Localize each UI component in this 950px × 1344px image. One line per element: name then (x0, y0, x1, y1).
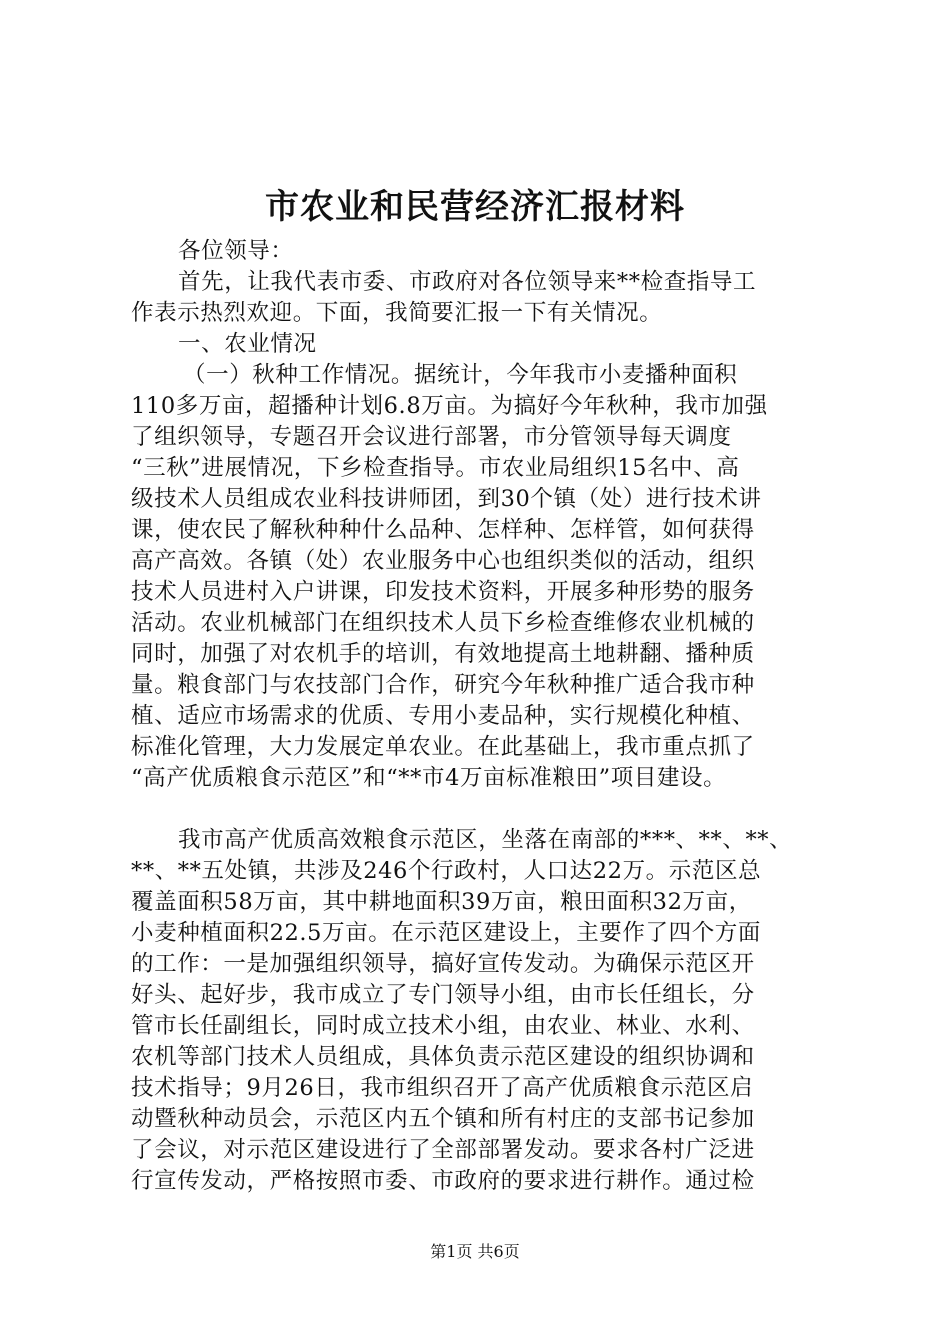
paragraph-line: 管市长任副组长，同时成立技术小组，由农业、林业、水利、 (131, 1013, 755, 1039)
paragraph-gap (131, 794, 831, 825)
paragraph-line: 量。粮食部门与农技部门合作，研究今年秋种推广适合我市种 (131, 672, 755, 698)
paragraph-line: 级技术人员组成农业科技讲师团，到30个镇（处）进行技术讲 (131, 486, 762, 512)
paragraph-line: 首先，让我代表市委、市政府对各位领导来**检查指导工 (178, 269, 757, 295)
paragraph-line: （一）秋种工作情况。据统计，今年我市小麦播种面积 (183, 362, 738, 388)
paragraph-line: 高产高效。各镇（处）农业服务中心也组织类似的活动，组织 (131, 548, 755, 574)
paragraph-line: 行宣传发动，严格按照市委、市政府的要求进行耕作。通过检 (131, 1168, 755, 1194)
paragraph-line: 农机等部门技术人员组成，具体负责示范区建设的组织协调和 (131, 1044, 755, 1070)
paragraph-line: 覆盖面积58万亩，其中耕地面积39万亩，粮田面积32万亩， (131, 889, 752, 915)
paragraph-line: **、**五处镇，共涉及246个行政村，人口达22万。示范区总 (131, 858, 762, 884)
paragraph-line: 标准化管理，大力发展定单农业。在此基础上，我市重点抓了 (131, 734, 755, 760)
section-heading: 一、农业情况 (178, 331, 317, 357)
paragraph-line: 技术指导；9月26日，我市组织召开了高产优质粮食示范区启 (131, 1075, 754, 1101)
paragraph-line: 小麦种植面积22.5万亩。在示范区建设上，主要作了四个方面 (131, 920, 761, 946)
salutation: 各位领导： (178, 238, 294, 264)
paragraph-line: 作表示热烈欢迎。下面，我简要汇报一下有关情况。 (131, 300, 663, 326)
paragraph-line: 的工作：一是加强组织领导，搞好宣传发动。为确保示范区开 (131, 951, 755, 977)
paragraph-line: 110多万亩，超播种计划6.8万亩。为搞好今年秋种，我市加强 (131, 393, 768, 419)
paragraph-line: 了组织领导，专题召开会议进行部署，市分管领导每天调度 (131, 424, 732, 450)
paragraph-line: 课，使农民了解秋种种什么品种、怎样种、怎样管，如何获得 (131, 517, 755, 543)
document-body (131, 236, 831, 1197)
page-footer: 第1页 共6页 (430, 1242, 520, 1261)
paragraph-line: 活动。农业机械部门在组织技术人员下乡检查维修农业机械的 (131, 610, 755, 636)
paragraph-line: “高产优质粮食示范区”和“**市4万亩标准粮田”项目建设。 (131, 765, 727, 791)
document-title: 市农业和民营经济汇报材料 (265, 187, 685, 227)
paragraph-line: “三秋”进展情况，下乡检查指导。市农业局组织15名中、高 (131, 455, 740, 481)
paragraph-line: 好头、起好步，我市成立了专门领导小组，由市长任组长，分 (131, 982, 755, 1008)
paragraph-line: 植、适应市场需求的优质、专用小麦品种，实行规模化种植、 (131, 703, 755, 729)
paragraph-line: 我市高产优质高效粮食示范区，坐落在南部的***、**、**、 (178, 827, 793, 853)
paragraph-line: 同时，加强了对农机手的培训，有效地提高土地耕翻、播种质 (131, 641, 755, 667)
paragraph-line: 了会议，对示范区建设进行了全部部署发动。要求各村广泛进 (131, 1137, 755, 1163)
paragraph-line: 技术人员进村入户讲课，印发技术资料，开展多种形势的服务 (131, 579, 755, 605)
paragraph-line: 动暨秋种动员会，示范区内五个镇和所有村庄的支部书记参加 (131, 1106, 755, 1132)
